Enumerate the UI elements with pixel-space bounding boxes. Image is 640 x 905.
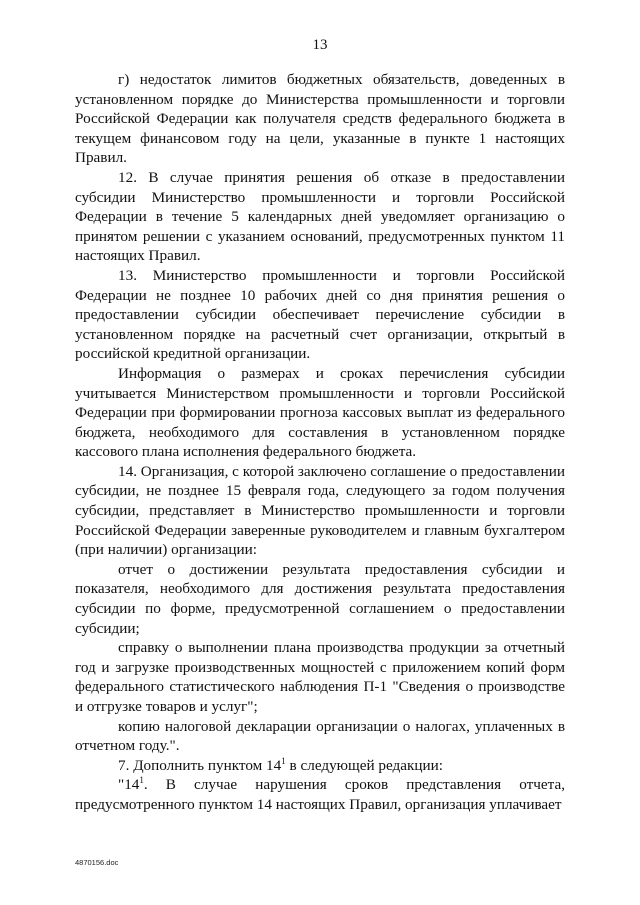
paragraph-7-amendment bbox=[75, 756, 565, 776]
amendment-text-start: 7. Дополнить пунктом 14 bbox=[118, 756, 282, 774]
paragraph-14-reporting: 14. Организация, с которой заключено соглашение о предоставлении субсидии, не позднее 15 февраля года, следующего за годом получения субсидии, представляет в Министерство промышленности и торговли Российской Федерации заверенные руководителем и главным бухгалтером (при наличии) организации: bbox=[75, 462, 565, 559]
amendment-text-end: в следующей редакции: bbox=[285, 756, 443, 774]
document-file-name: 4870156.doc bbox=[75, 858, 119, 867]
paragraph-tax-declaration-item: копию налоговой декларации организации о налогах, уплаченных в отчетном году.". bbox=[75, 717, 565, 755]
paragraph-production-certificate-item: справку о выполнении плана производства продукции за отчетный год и загрузке производственных мощностей с приложением копий форм федерального статистического наблюдения П-1 "Сведения о производстве и отгрузке товаров и услуг"; bbox=[75, 639, 565, 715]
page-number: 13 bbox=[312, 37, 328, 53]
paragraph-14-1-penalty bbox=[75, 775, 565, 814]
superscript-index: 1 bbox=[281, 755, 286, 766]
paragraph-12-refusal-notice: 12. В случае принятия решения об отказе в предоставлении субсидии Министерство промышленности и торговли Российской Федерации в течение 5 календарных дней уведомляет организацию о принятом решении с указанием оснований, предусмотренных пунктом 11 настоящих Правил. bbox=[75, 168, 565, 265]
paragraph-limits-shortage: г) недостаток лимитов бюджетных обязательств, доведенных в установленном порядке до Министерства промышленности и торговли Российской Федерации как получателя средств федерального бюджета в текущем финансовом году на цели, указанные в пункте 1 настоящих Правил. bbox=[75, 71, 565, 167]
penalty-text-end: . В случае нарушения сроков представления отчета, предусмотренного пунктом 14 настоящих Правил, организация уплачивает bbox=[75, 776, 565, 813]
paragraph-report-item: отчет о достижении результата предоставления субсидии и показателя, необходимого для достижения результата предоставления субсидии по форме, предусмотренной соглашением о предоставлении субсидии; bbox=[75, 560, 565, 637]
document-body bbox=[75, 70, 565, 815]
paragraph-cash-forecast: Информация о размерах и сроках перечисления субсидии учитывается Министерством промышленности и торговли Российской Федерации при формировании прогноза кассовых выплат из федерального бюджета, необходимого для составления в установленном порядке кассового плана исполнения федерального бюджета. bbox=[75, 364, 565, 461]
superscript-index: 1 bbox=[139, 775, 144, 786]
paragraph-13-transfer: 13. Министерство промышленности и торговли Российской Федерации не позднее 10 рабочих дней со дня принятия решения о предоставлении субсидии обеспечивает перечисление субсидии в установленном порядке на расчетный счет организации, открытый в российской кредитной организации. bbox=[75, 266, 565, 363]
penalty-text-start: "14 bbox=[118, 776, 140, 794]
